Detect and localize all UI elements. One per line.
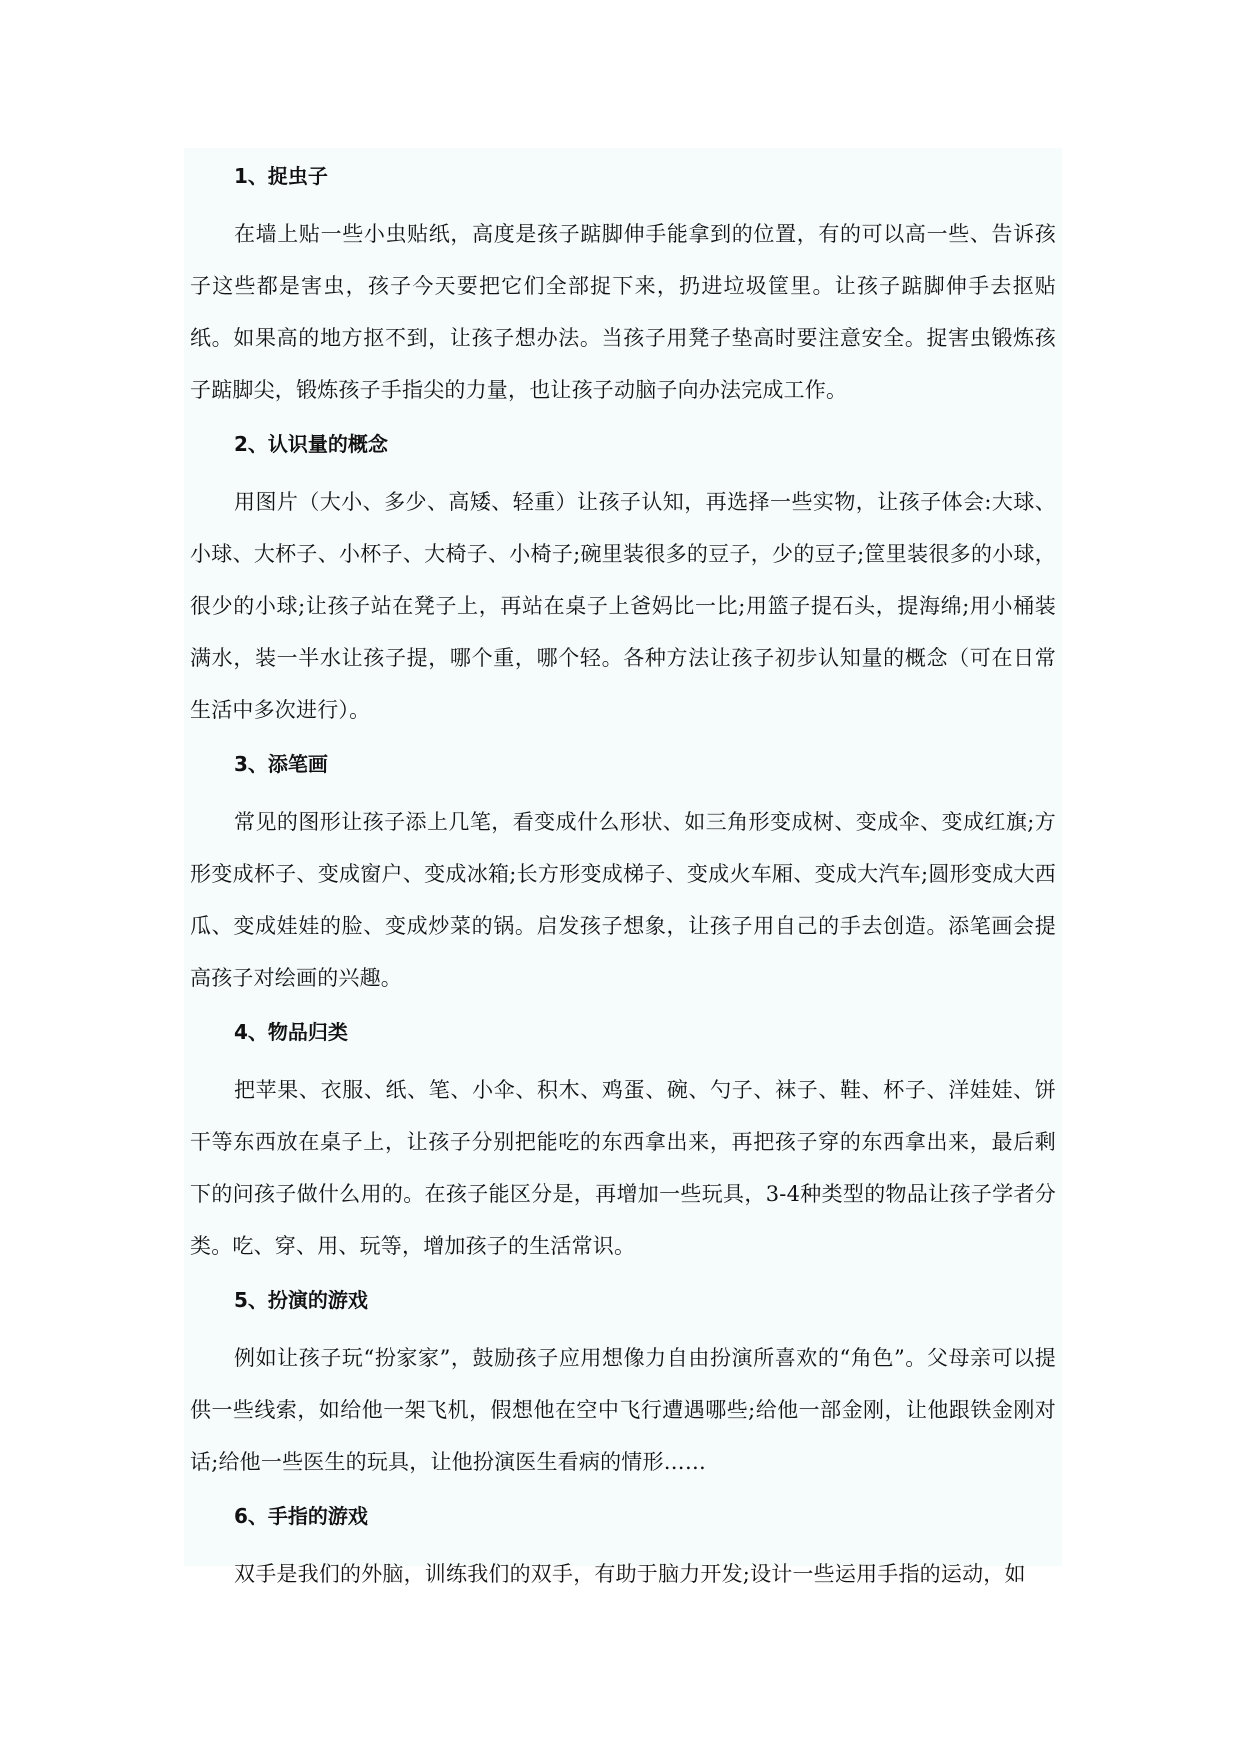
section-heading: 1、捉虫子 — [234, 164, 328, 188]
section-heading: 4、物品归类 — [234, 1020, 348, 1044]
section — [190, 1014, 1056, 1272]
section-heading: 3、添笔画 — [234, 752, 328, 776]
section-body: 例如让孩子玩“扮家家”，鼓励孩子应用想像力自由扮演所喜欢的“角色”。父母亲可以提供一些线索，如给他一架飞机，假想他在空中飞行遭遇哪些;给他一部金刚，让他跟铁金刚对话;给他一些医生的玩具，让他扮演医生看病的情形…… — [190, 1346, 1056, 1474]
section — [190, 746, 1056, 1004]
section — [190, 426, 1056, 736]
section — [190, 1282, 1056, 1488]
section-body: 在墙上贴一些小虫贴纸，高度是孩子踮脚伸手能拿到的位置，有的可以高一些、告诉孩子这些都是害虫，孩子今天要把它们全部捉下来，扔进垃圾筐里。让孩子踮脚伸手去抠贴纸。如果高的地方抠不到，让孩子想办法。当孩子用凳子垫高时要注意安全。捉害虫锻炼孩子踮脚尖，锻炼孩子手指尖的力量，也让孩子动脑子向办法完成工作。 — [190, 222, 1056, 402]
section-body: 双手是我们的外脑，训练我们的双手，有助于脑力开发;设计一些运用手指的运动，如 — [234, 1562, 1026, 1586]
section-heading: 6、手指的游戏 — [234, 1504, 368, 1528]
section-heading: 2、认识量的概念 — [234, 432, 388, 456]
section-heading: 5、扮演的游戏 — [234, 1288, 368, 1312]
document-content — [190, 158, 1056, 1610]
section — [190, 1498, 1056, 1600]
section-body: 常见的图形让孩子添上几笔，看变成什么形状、如三角形变成树、变成伞、变成红旗;方形变成杯子、变成窗户、变成冰箱;长方形变成梯子、变成火车厢、变成大汽车;圆形变成大西瓜、变成娃娃的脸、变成炒菜的锅。启发孩子想象，让孩子用自己的手去创造。添笔画会提高孩子对绘画的兴趣。 — [190, 810, 1056, 990]
section-body: 用图片（大小、多少、高矮、轻重）让孩子认知，再选择一些实物，让孩子体会:大球、小球、大杯子、小杯子、大椅子、小椅子;碗里装很多的豆子，少的豆子;筐里装很多的小球，很少的小球;让孩子站在凳子上，再站在桌子上爸妈比一比;用篮子提石头，提海绵;用小桶装满水，装一半水让孩子提，哪个重，哪个轻。各种方法让孩子初步认知量的概念（可在日常生活中多次进行）。 — [190, 490, 1056, 722]
section-body: 把苹果、衣服、纸、笔、小伞、积木、鸡蛋、碗、勺子、袜子、鞋、杯子、洋娃娃、饼干等东西放在桌子上，让孩子分别把能吃的东西拿出来，再把孩子穿的东西拿出来，最后剩下的问孩子做什么用的。在孩子能区分是，再增加一些玩具，3-4种类型的物品让孩子学者分类。吃、穿、用、玩等，增加孩子的生活常识。 — [190, 1078, 1056, 1258]
section — [190, 158, 1056, 416]
